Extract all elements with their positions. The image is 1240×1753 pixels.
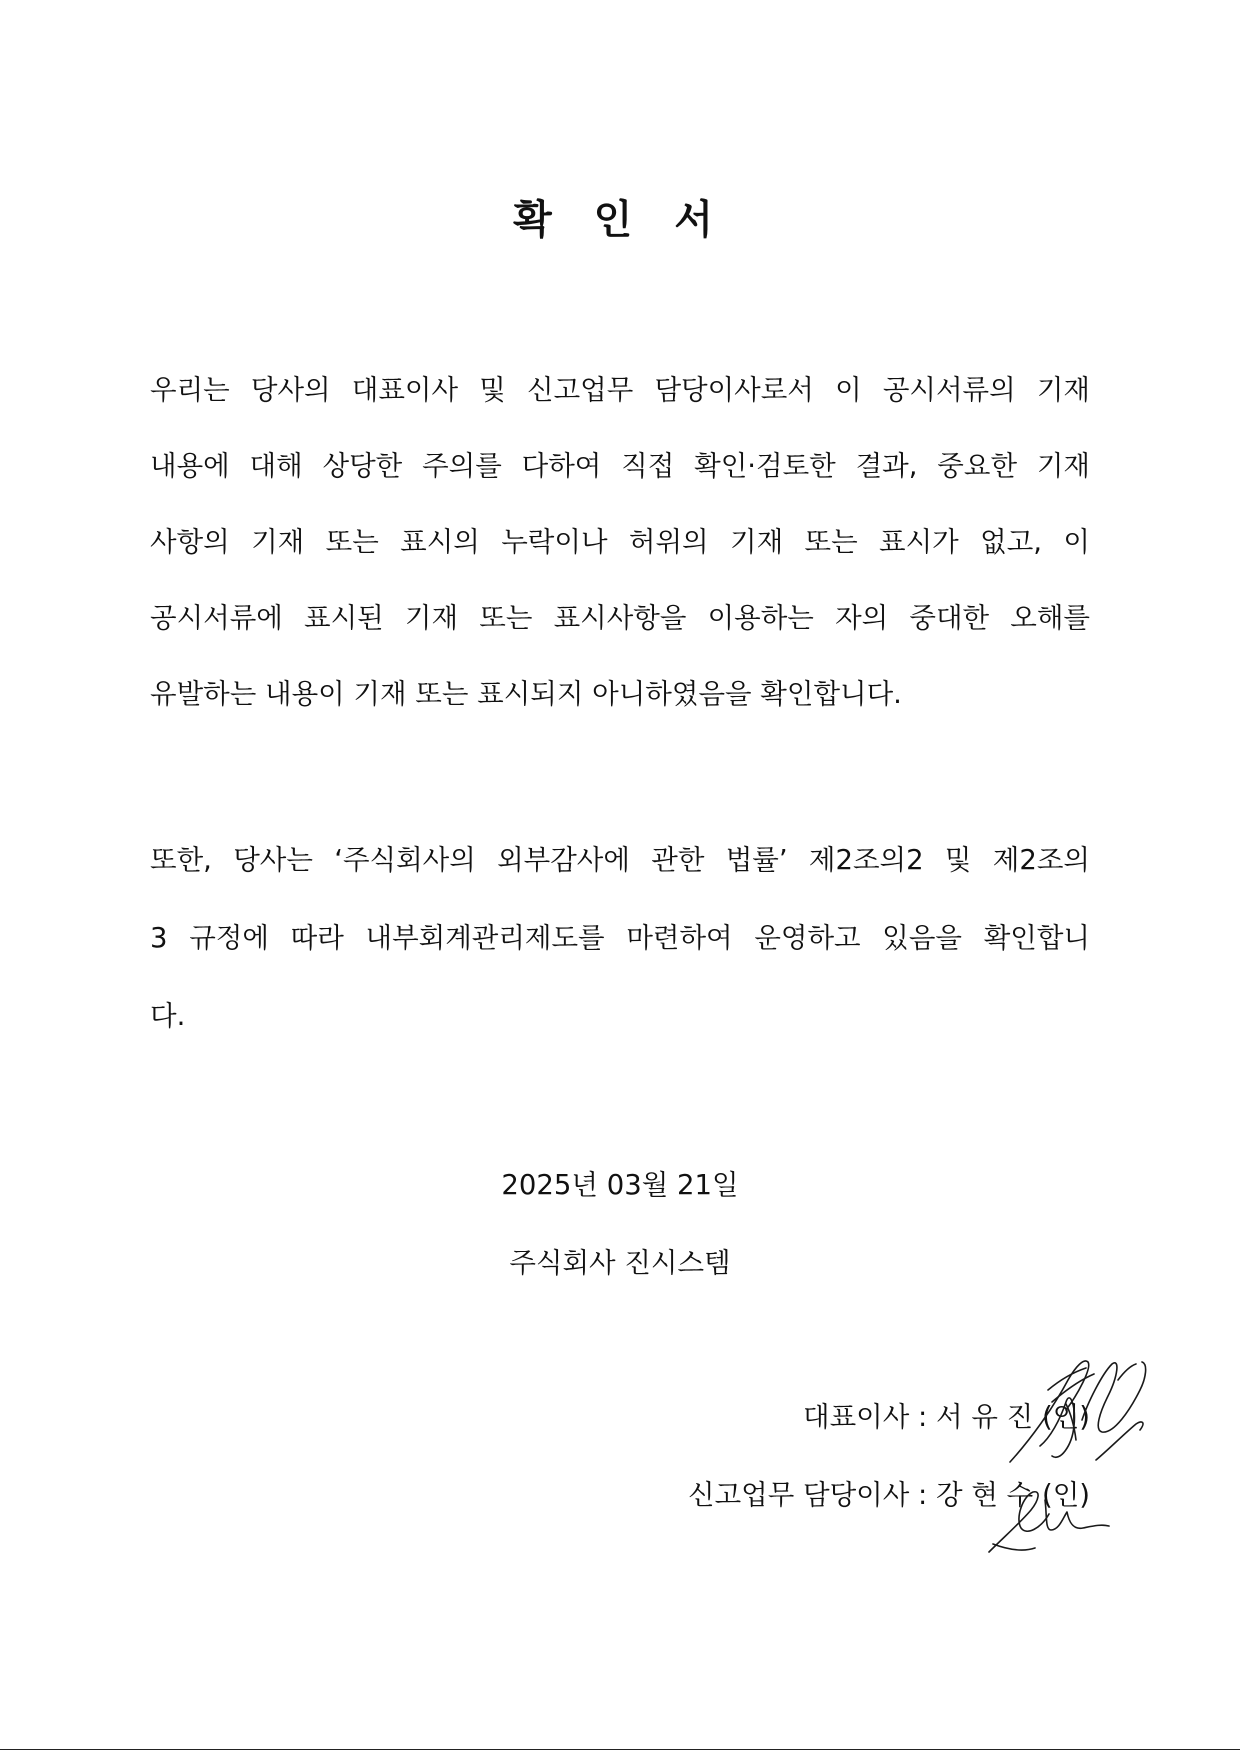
- document-title: 확 인 서: [513, 197, 727, 243]
- ceo-signatory-line: 대표이사 : 서 유 진 (인): [803, 1401, 1090, 1433]
- paragraph-line: 또한, 당사는 ‘주식회사의 외부감사에 관한 법률’ 제2조의2 및 제2조의: [150, 844, 1090, 876]
- paragraph-line: 우리는 당사의 대표이사 및 신고업무 담당이사로서 이 공시서류의 기재: [150, 374, 1090, 406]
- paragraph-line: 다.: [150, 1000, 186, 1032]
- paragraph-line: 내용에 대해 상당한 주의를 다하여 직접 확인·검토한 결과, 중요한 기재: [150, 450, 1090, 482]
- paragraph-line: 3 규정에 따라 내부회계관리제도를 마련하여 운영하고 있음을 확인합니: [150, 922, 1090, 954]
- paragraph-line: 사항의 기재 또는 표시의 누락이나 허위의 기재 또는 표시가 없고, 이: [150, 526, 1090, 558]
- paragraph-line: 공시서류에 표시된 기재 또는 표시사항을 이용하는 자의 중대한 오해를: [150, 602, 1090, 634]
- page-bottom-edge: [0, 1749, 1240, 1750]
- document-date: 2025년 03월 21일: [501, 1169, 739, 1201]
- company-name: 주식회사 진시스템: [509, 1247, 731, 1279]
- paragraph-line: 유발하는 내용이 기재 또는 표시되지 아니하였음을 확인합니다.: [150, 678, 902, 710]
- officer-signatory-line: 신고업무 담당이사 : 강 현 수 (인): [688, 1479, 1090, 1511]
